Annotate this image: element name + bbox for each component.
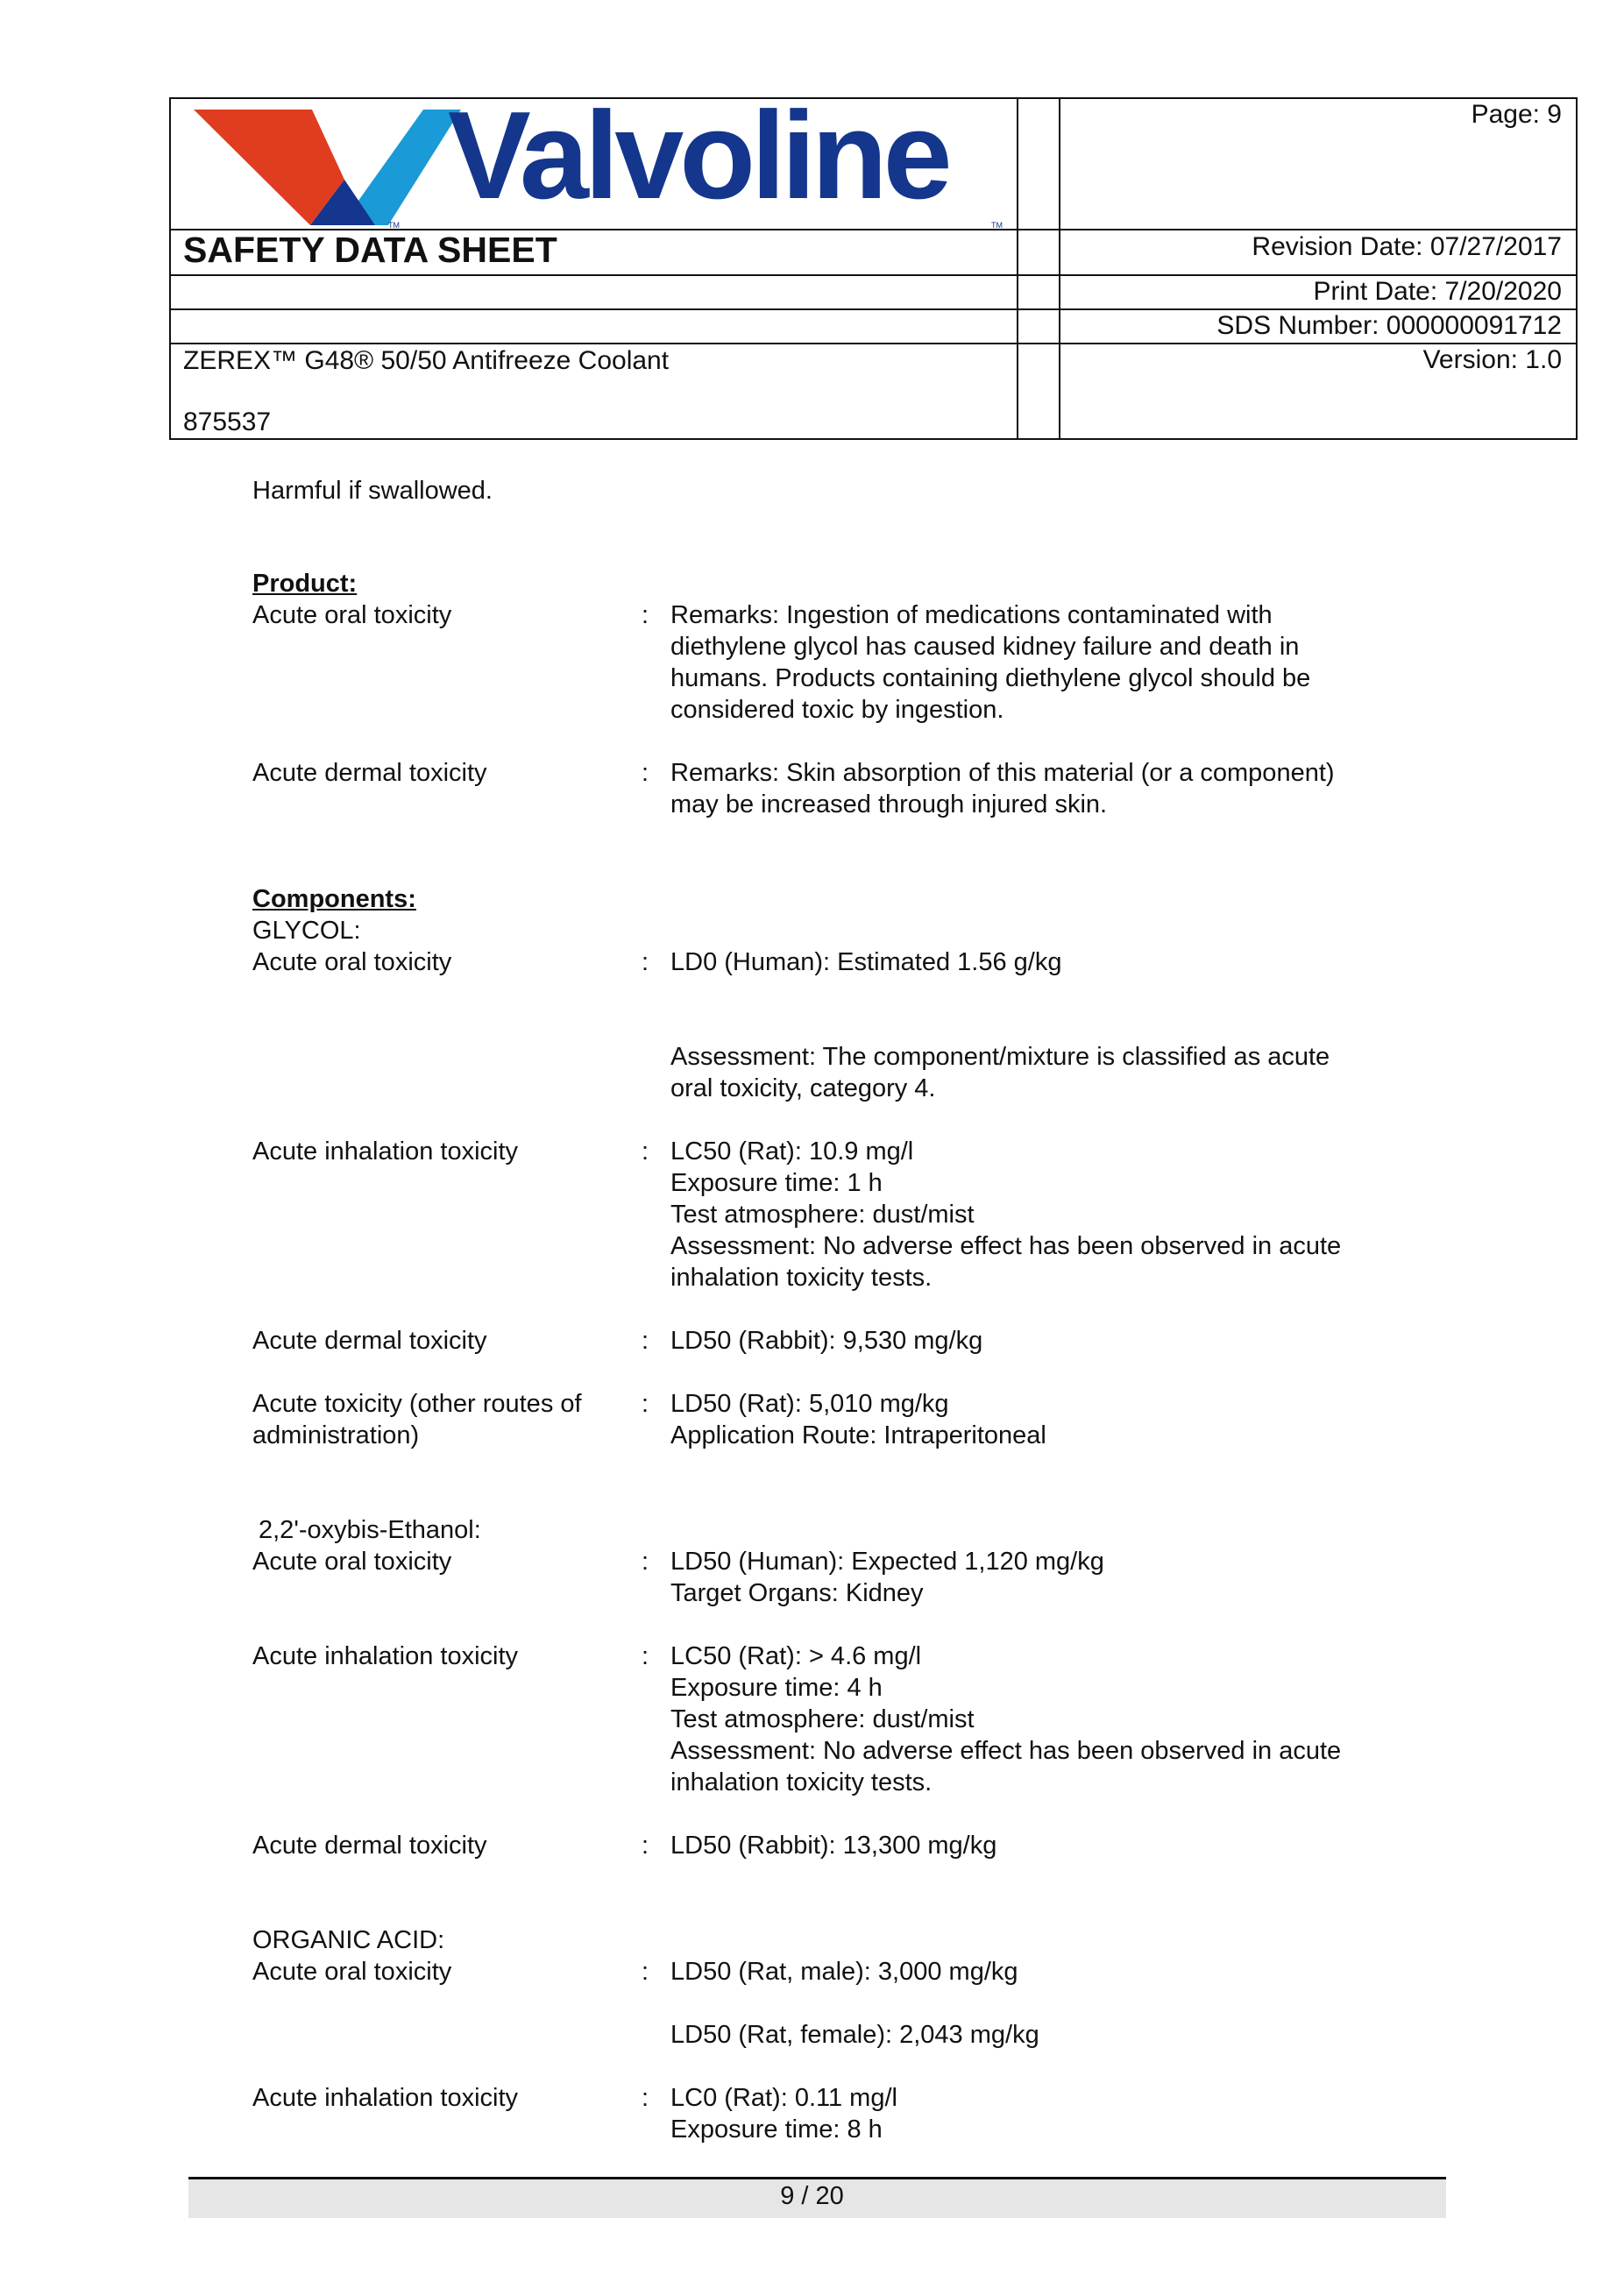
print-date: Print Date: 7/20/2020 [1313,277,1562,306]
component-row-label: Acute dermal toxicity [252,1832,487,1860]
product-row-value: may be increased through injured skin. [670,790,1108,818]
header-table [169,86,1578,439]
component-row-value: LC50 (Rat): > 4.6 mg/l [670,1642,922,1670]
component-row-value: Target Organs: Kidney [670,1579,924,1607]
component-row-label: Acute dermal toxicity [252,1327,487,1355]
component-row-value: LD50 (Rat, female): 2,043 mg/kg [670,2021,1039,2049]
component-row-label: Acute inhalation toxicity [252,1642,519,1670]
component-row-label: Acute inhalation toxicity [252,2084,519,2112]
product-row-value: Remarks: Skin absorption of this material (or a component) [670,759,1335,787]
document-title: SAFETY DATA SHEET [183,230,557,270]
brand-wordmark: Valvoline [448,86,948,225]
row-colon: : [642,1642,649,1670]
row-colon: : [642,2084,649,2112]
logo-tm-mark: TM [388,221,400,230]
header-border-bottom [169,438,1578,440]
product-heading: Product: [252,570,358,598]
row-colon: : [642,1327,649,1355]
product-row-value: diethylene glycol has caused kidney failure and death in [670,633,1300,661]
valvoline-logo [194,86,1018,230]
component-name-glycol: GLYCOL: [252,917,361,945]
component-row-value: LD50 (Rat): 5,010 mg/kg [670,1390,949,1418]
component-row-value: Test atmosphere: dust/mist [670,1201,975,1229]
row-colon: : [642,759,649,787]
components-heading: Components: [252,885,416,913]
page-number: Page: 9 [1471,100,1562,129]
row-colon: : [642,1137,649,1166]
row-colon: : [642,948,649,976]
row-colon: : [642,1548,649,1576]
component-row-label: Acute toxicity (other routes of [252,1390,582,1418]
component-row-value: LD0 (Human): Estimated 1.56 g/kg [670,948,1062,976]
component-row-value: LD50 (Rabbit): 13,300 mg/kg [670,1832,997,1860]
component-row-value: inhalation toxicity tests. [670,1768,933,1796]
component-row-value: inhalation toxicity tests. [670,1264,933,1292]
component-row-value: LD50 (Human): Expected 1,120 mg/kg [670,1548,1104,1576]
component-row-value: Assessment: The component/mixture is classified as acute [670,1043,1330,1071]
component-row-value: Assessment: No adverse effect has been observed in acute [670,1232,1342,1260]
row-colon: : [642,1958,649,1986]
header-divider-2 [1059,97,1060,439]
component-row-label: Acute oral toxicity [252,948,452,976]
component-row-value: Assessment: No adverse effect has been observed in acute [670,1737,1342,1765]
header-row-line-4 [169,343,1578,344]
product-row-value: considered toxic by ingestion. [670,696,1004,724]
header-border-left [169,97,171,439]
row-colon: : [642,601,649,629]
component-row-value: oral toxicity, category 4. [670,1074,936,1102]
version: Version: 1.0 [1422,345,1562,374]
component-row-value: LD50 (Rat, male): 3,000 mg/kg [670,1958,1018,1986]
component-row-value: LC50 (Rat): 10.9 mg/l [670,1137,914,1166]
product-row-value: humans. Products containing diethylene glycol should be [670,664,1311,692]
wordmark-tm-mark: TM [991,221,1003,230]
component-row-label: Acute oral toxicity [252,1958,452,1986]
intro-statement: Harmful if swallowed. [252,477,493,505]
footer-page-counter: 9 / 20 [780,2182,844,2210]
product-row-label: Acute dermal toxicity [252,759,487,787]
component-row-value: Application Route: Intraperitoneal [670,1421,1046,1449]
component-row-label: administration) [252,1421,420,1449]
product-row-label: Acute oral toxicity [252,601,452,629]
row-colon: : [642,1390,649,1418]
product-code: 875537 [183,407,272,436]
component-row-value: Exposure time: 1 h [670,1169,883,1197]
product-row-value: Remarks: Ingestion of medications contaminated with [670,601,1273,629]
component-name-oxybis-ethanol: 2,2'-oxybis-Ethanol: [259,1516,481,1544]
component-row-value: Exposure time: 4 h [670,1674,883,1702]
header-row-line-2 [169,274,1578,276]
product-name: ZEREX™ G48® 50/50 Antifreeze Coolant [183,346,670,375]
component-row-label: Acute inhalation toxicity [252,1137,519,1166]
component-row-label: Acute oral toxicity [252,1548,452,1576]
header-row-line-3 [169,308,1578,310]
sds-number: SDS Number: 000000091712 [1216,311,1562,340]
component-row-value: LC0 (Rat): 0.11 mg/l [670,2084,897,2112]
component-row-value: LD50 (Rabbit): 9,530 mg/kg [670,1327,983,1355]
revision-date: Revision Date: 07/27/2017 [1252,232,1562,261]
row-colon: : [642,1832,649,1860]
component-row-value: Exposure time: 8 h [670,2115,883,2144]
header-border-right [1576,97,1578,439]
component-name-organic-acid: ORGANIC ACID: [252,1926,445,1954]
component-row-value: Test atmosphere: dust/mist [670,1705,975,1733]
